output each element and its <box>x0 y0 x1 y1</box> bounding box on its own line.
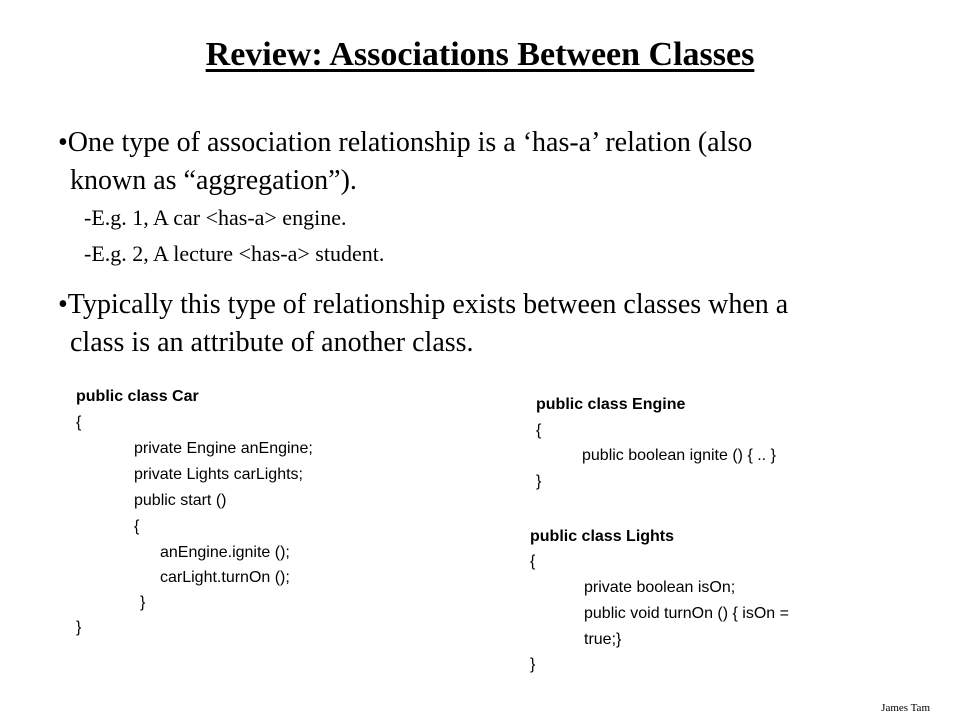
code-engine-header: public class Engine <box>536 396 686 413</box>
code-line: public boolean ignite () { .. } <box>582 447 776 464</box>
code-line: private Lights carLights; <box>134 466 303 483</box>
bullet-line: •Typically this type of relationship exists between classes when a <box>58 289 789 320</box>
code-line: { <box>76 414 82 431</box>
code-line: carLight.turnOn (); <box>160 569 290 586</box>
code-line: } <box>536 473 542 490</box>
code-line: } <box>530 656 536 673</box>
code-line: private Engine anEngine; <box>134 440 313 457</box>
sub-bullet-lecture-example: -E.g. 2, A lecture <has-a> student. <box>84 241 385 266</box>
bullet-line: •One type of association relationship is a ‘has-a’ relation (also <box>58 127 753 158</box>
code-line: true;} <box>584 631 622 648</box>
bullet-has-a <box>58 124 918 200</box>
code-line: public start () <box>134 492 227 509</box>
code-lights-header: public class Lights <box>530 528 675 545</box>
slide-title: Review: Associations Between Classes <box>205 36 755 73</box>
code-line: anEngine.ignite (); <box>160 544 290 561</box>
code-line: public void turnOn () { isOn = <box>584 605 789 622</box>
code-line: { <box>134 518 140 535</box>
code-car-header: public class Car <box>76 388 199 405</box>
bullet-line: class is an attribute of another class. <box>70 327 474 358</box>
code-line: { <box>530 553 536 570</box>
bullet-line: known as “aggregation”). <box>70 165 357 196</box>
code-line: } <box>140 594 146 611</box>
sub-bullet-car-example: -E.g. 1, A car <has-a> engine. <box>84 205 347 230</box>
code-line: { <box>536 422 542 439</box>
code-line: private boolean isOn; <box>584 579 736 596</box>
bullet-attribute <box>58 286 918 362</box>
author-footer: James Tam <box>881 702 930 714</box>
code-line: } <box>76 619 82 636</box>
